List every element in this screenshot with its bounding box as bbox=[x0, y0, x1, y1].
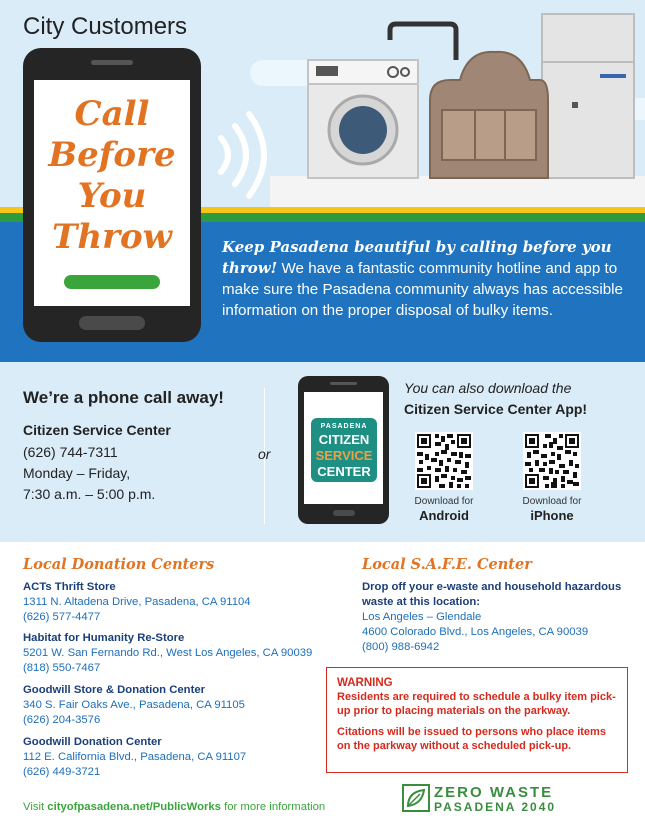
donation-center-item bbox=[23, 735, 333, 780]
safe-description: Drop off your e-waste and household hazardous waste at this location: bbox=[362, 581, 622, 608]
donation-centers-title: Local Donation Centers bbox=[23, 556, 215, 573]
contact-hours: 7:30 a.m. – 5:00 p.m. bbox=[23, 486, 156, 502]
store-address: 340 S. Fair Oaks Ave., Pasadena, CA 91105 bbox=[23, 699, 245, 711]
iphone-label[interactable]: iPhone bbox=[530, 508, 574, 523]
app-logo-line: CITIZEN bbox=[318, 432, 370, 447]
heading-line: Throw bbox=[52, 217, 172, 257]
safe-address-block bbox=[362, 610, 632, 655]
phone-screen bbox=[34, 80, 190, 306]
safe-phone[interactable]: (800) 988-6942 bbox=[362, 641, 440, 653]
store-address: 1311 N. Altadena Drive, Pasadena, CA 91104 bbox=[23, 596, 251, 608]
download-line: You can also download the bbox=[404, 380, 572, 396]
donation-center-item bbox=[23, 631, 333, 676]
footer-more: for more information bbox=[224, 801, 326, 813]
contact-phone[interactable]: (626) 744-7311 bbox=[23, 444, 118, 460]
contact-days: Monday – Friday, bbox=[23, 465, 131, 481]
store-name: Goodwill Donation Center bbox=[23, 736, 162, 748]
safe-center-title: Local S.A.F.E. Center bbox=[362, 556, 532, 573]
qr-code-icon bbox=[523, 432, 581, 490]
android-label[interactable]: Android bbox=[419, 508, 469, 523]
intro-paragraph bbox=[222, 237, 632, 321]
safe-address: 4600 Colorado Blvd., Los Angeles, CA 90039 bbox=[362, 626, 589, 638]
qr-code-icon bbox=[415, 432, 473, 490]
store-phone[interactable]: (626) 204-3576 bbox=[23, 714, 101, 726]
signal-waves-icon bbox=[215, 108, 275, 203]
download-line: Citizen Service Center App! bbox=[404, 401, 588, 417]
contact-section bbox=[0, 362, 645, 542]
zero-waste-logo bbox=[402, 784, 572, 816]
phone-speaker bbox=[330, 382, 357, 385]
call-before-you-throw-heading bbox=[34, 94, 190, 258]
store-name: Goodwill Store & Donation Center bbox=[23, 684, 206, 696]
heading-line: You bbox=[77, 176, 147, 216]
green-call-bar bbox=[64, 275, 160, 289]
warning-box bbox=[326, 667, 628, 773]
safe-location: Los Angeles – Glendale bbox=[362, 611, 482, 623]
phone-home-button bbox=[333, 510, 355, 516]
download-heading bbox=[404, 378, 634, 420]
phone-speaker bbox=[91, 60, 133, 65]
store-phone[interactable]: (626) 449-3721 bbox=[23, 766, 101, 778]
footer-link[interactable]: cityofpasadena.net/PublicWorks bbox=[47, 801, 221, 813]
heading-line: Call bbox=[74, 94, 150, 134]
app-phone-illustration bbox=[298, 376, 389, 524]
bulky-items-illustration bbox=[300, 10, 645, 182]
leaf-icon bbox=[402, 784, 430, 812]
store-phone[interactable]: (818) 550-7467 bbox=[23, 662, 101, 674]
iphone-download-for: Download for bbox=[522, 496, 582, 507]
contact-details bbox=[23, 442, 155, 505]
center-name: Citizen Service Center bbox=[23, 422, 171, 438]
intro-lead: Keep Pasadena beautiful by calling before you throw! bbox=[222, 238, 612, 277]
store-phone[interactable]: (626) 577-4477 bbox=[23, 611, 101, 623]
intro-body: We have a fantastic community hotline and app to make sure the Pasadena community always has accessible information on the proper disposal of bulky items. bbox=[222, 260, 623, 319]
phone-home-button bbox=[79, 316, 145, 330]
warning-title: WARNING bbox=[337, 677, 393, 689]
store-name: ACTs Thrift Store bbox=[23, 581, 116, 593]
zero-waste-title: ZERO WASTE bbox=[434, 784, 554, 801]
donation-center-item bbox=[23, 683, 333, 728]
page-title: City Customers bbox=[23, 13, 188, 40]
contact-heading: We’re a phone call away! bbox=[23, 388, 224, 407]
hero-section bbox=[0, 0, 645, 362]
heading-line: Before bbox=[48, 135, 176, 175]
footer-text bbox=[23, 801, 325, 813]
android-download-for: Download for bbox=[414, 496, 474, 507]
or-label: or bbox=[258, 446, 271, 462]
warning-text: Residents are required to schedule a bulky item pick-up prior to placing materials on the parkway. bbox=[337, 691, 616, 717]
iphone-qr-code[interactable] bbox=[523, 432, 581, 490]
app-logo-line: PASADENA bbox=[320, 423, 368, 430]
store-address: 5201 W. San Fernando Rd., West Los Angeles, CA 90039 bbox=[23, 647, 313, 659]
store-address: 112 E. California Blvd., Pasadena, CA 91107 bbox=[23, 751, 247, 763]
phone-screen bbox=[304, 392, 383, 504]
app-logo-line: CENTER bbox=[317, 464, 371, 479]
android-qr-code[interactable] bbox=[415, 432, 473, 490]
citizen-service-center-app-logo bbox=[311, 418, 377, 482]
footer-visit: Visit bbox=[23, 801, 45, 813]
zero-waste-subtitle: PASADENA 2040 bbox=[434, 800, 557, 814]
phone-illustration bbox=[23, 48, 201, 342]
warning-text: Citations will be issued to persons who place items on the parkway without a scheduled pick-up. bbox=[337, 726, 606, 752]
app-logo-line: SERVICE bbox=[315, 448, 373, 463]
donation-center-item bbox=[23, 580, 333, 625]
store-name: Habitat for Humanity Re-Store bbox=[23, 632, 185, 644]
